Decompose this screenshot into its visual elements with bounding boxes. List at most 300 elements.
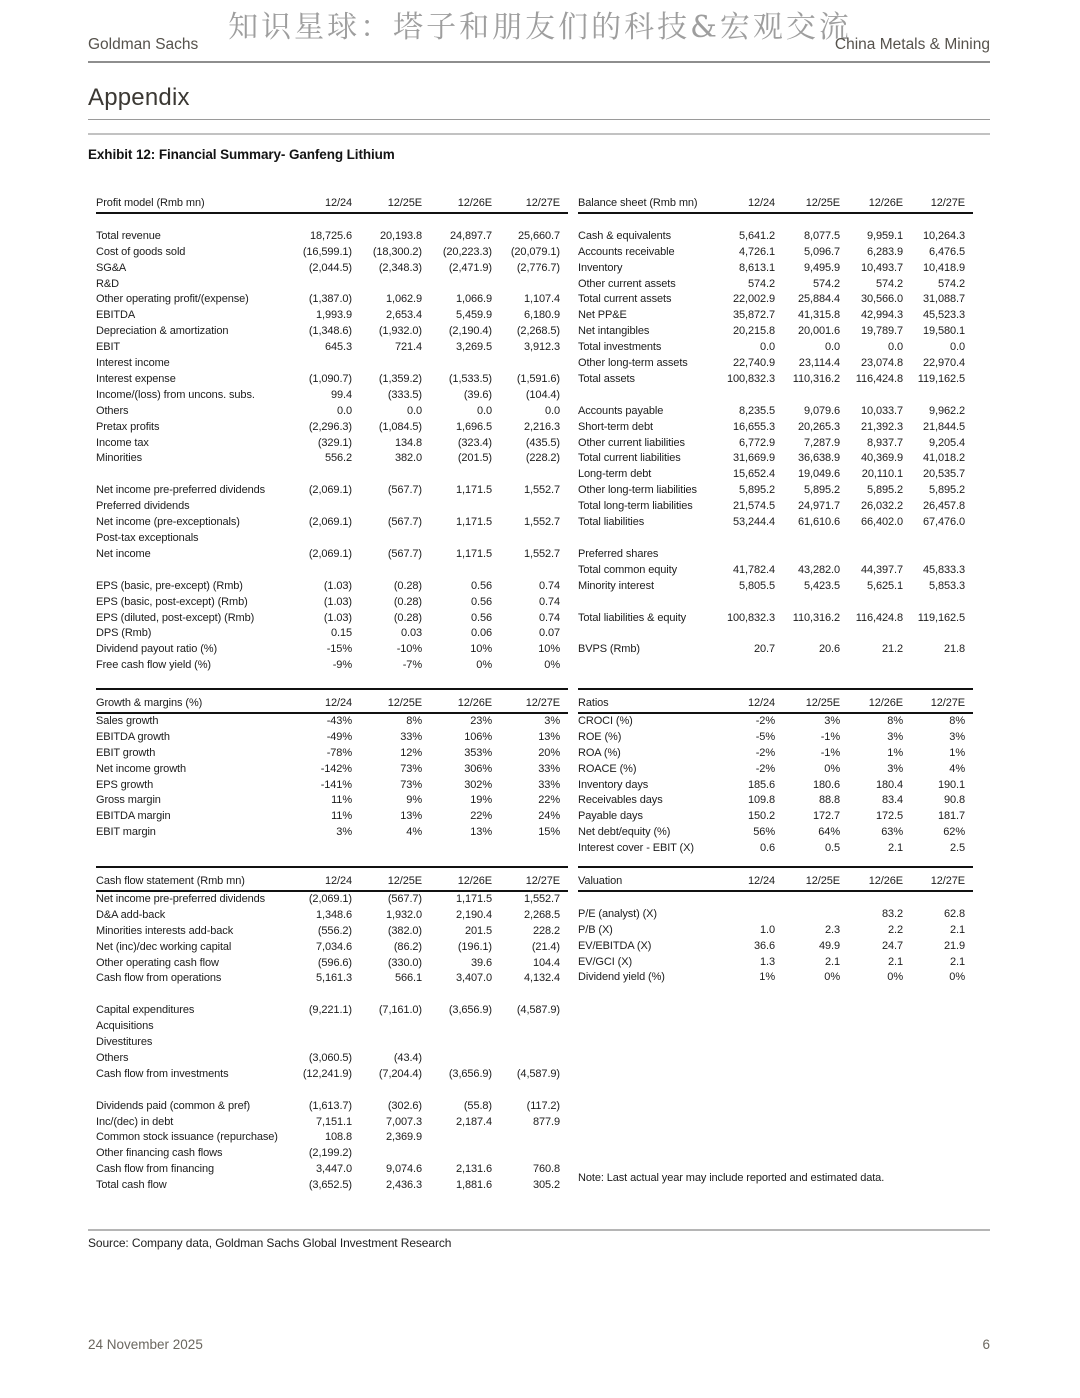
cell-value xyxy=(840,891,903,907)
row-label: Pretax profits xyxy=(96,420,160,433)
row-label: Other current assets xyxy=(578,277,676,290)
row-label xyxy=(96,1083,292,1099)
table-row xyxy=(96,762,568,778)
cell-value: 33% xyxy=(538,778,560,791)
cell-value: 382.0 xyxy=(394,452,422,465)
cell-value xyxy=(492,356,568,372)
row-label: EPS (basic, post-except) (Rmb) xyxy=(96,595,248,608)
column-header: 12/27E xyxy=(492,696,568,713)
cell-value: -142% xyxy=(320,762,352,775)
table-row xyxy=(578,229,973,245)
cell-value xyxy=(492,531,568,547)
cell-value: 5,895.2 xyxy=(738,484,775,497)
cell-value xyxy=(903,388,973,404)
cell-value: 22% xyxy=(538,794,560,807)
cell-value: (0.28) xyxy=(393,611,422,624)
cell-value: 119,162.5 xyxy=(917,611,965,624)
cell-value: 3% xyxy=(336,826,352,839)
spacer-row xyxy=(578,595,973,611)
cell-value: 150.2 xyxy=(747,810,775,823)
table-row xyxy=(96,1130,568,1146)
cell-value: 0.56 xyxy=(470,611,492,624)
cell-value: 172.7 xyxy=(812,810,840,823)
cell-value: 9,079.6 xyxy=(803,404,840,417)
cell-value: 0.56 xyxy=(470,595,492,608)
table-row xyxy=(578,713,973,730)
table-row xyxy=(578,547,973,563)
cell-value: 1,171.5 xyxy=(455,516,492,529)
row-label: ROA (%) xyxy=(578,746,621,759)
cell-value: 3,447.0 xyxy=(315,1163,352,1176)
row-label: P/E (analyst) (X) xyxy=(578,907,657,920)
column-header: 12/27E xyxy=(492,874,568,891)
table-wrap-valuation xyxy=(578,874,973,1194)
table-row xyxy=(96,404,568,420)
cell-value: (1,613.7) xyxy=(308,1099,352,1112)
cell-value xyxy=(708,531,775,547)
cell-value: 1,552.7 xyxy=(523,516,560,529)
row-label: Interest expense xyxy=(96,372,176,385)
table-row xyxy=(96,956,568,972)
row-label: Dividend yield (%) xyxy=(578,971,665,984)
cell-value: (567.7) xyxy=(387,547,422,560)
cell-value: -78% xyxy=(326,746,352,759)
masthead-divider xyxy=(88,61,990,63)
cell-value: 108.8 xyxy=(324,1131,352,1144)
cell-value: 8,077.5 xyxy=(803,229,840,242)
section-title: Balance sheet (Rmb mn) xyxy=(578,196,708,213)
cell-value: 2,190.4 xyxy=(455,908,492,921)
cell-value xyxy=(292,277,352,293)
table-row xyxy=(96,436,568,452)
row-label: EBIT xyxy=(96,341,121,354)
table-row xyxy=(578,292,973,308)
spacer-row xyxy=(96,987,568,1003)
row-label: Total liabilities xyxy=(578,516,645,529)
division-name: China Metals & Mining xyxy=(834,36,990,53)
cell-value: 134.8 xyxy=(394,436,422,449)
cell-value: 877.9 xyxy=(532,1115,560,1128)
cell-value: 5,641.2 xyxy=(738,229,775,242)
cell-value xyxy=(775,907,840,923)
cell-value xyxy=(492,1035,568,1051)
cell-value xyxy=(492,987,568,1003)
table-row xyxy=(96,1115,568,1131)
cell-value: 99.4 xyxy=(330,388,352,401)
cell-value: 83.2 xyxy=(881,907,903,920)
table-row xyxy=(96,245,568,261)
table-profit_model xyxy=(96,196,568,674)
cell-value: (2,296.3) xyxy=(308,420,352,433)
spacer-row xyxy=(578,213,973,229)
row-label xyxy=(578,891,708,907)
table-row xyxy=(96,420,568,436)
cell-value: -5% xyxy=(755,730,775,743)
cell-value: 9,959.1 xyxy=(866,229,903,242)
exhibit-divider xyxy=(88,133,990,135)
cell-value xyxy=(292,1019,352,1035)
section-title: Valuation xyxy=(578,874,708,891)
row-label: Other long-term assets xyxy=(578,357,688,370)
cell-value: -49% xyxy=(326,730,352,743)
cell-value: 20,215.8 xyxy=(732,325,775,338)
row-label: Other operating cash flow xyxy=(96,956,219,969)
cell-value: 83.4 xyxy=(881,794,903,807)
cell-value: 9,205.4 xyxy=(928,436,965,449)
cell-value: 119,162.5 xyxy=(917,372,965,385)
cell-value: 0.74 xyxy=(538,595,560,608)
table-row xyxy=(578,730,973,746)
table-row xyxy=(578,420,973,436)
cell-value xyxy=(292,356,352,372)
brand-name: Goldman Sachs xyxy=(88,36,199,53)
cell-value: 1,107.4 xyxy=(523,293,560,306)
cell-value xyxy=(903,547,973,563)
spacer-row xyxy=(96,213,568,229)
cell-value: (104.4) xyxy=(525,388,560,401)
cell-value: 3,269.5 xyxy=(455,341,492,354)
cell-value: 3,407.0 xyxy=(455,972,492,985)
cell-value: (302.6) xyxy=(387,1099,422,1112)
cell-value: 13% xyxy=(538,730,560,743)
cell-value: -2% xyxy=(755,762,775,775)
cell-value: 67,476.0 xyxy=(922,516,965,529)
table-row xyxy=(578,436,973,452)
cell-value: (1.03) xyxy=(323,579,352,592)
row-label: EBIT margin xyxy=(96,826,156,839)
row-label: Common stock issuance (repurchase) xyxy=(96,1131,278,1144)
cell-value: 22,740.9 xyxy=(732,357,775,370)
cell-value: 13% xyxy=(400,810,422,823)
cell-value: (333.5) xyxy=(387,388,422,401)
row-label: EBITDA xyxy=(96,309,136,322)
cell-value: 19,049.6 xyxy=(797,468,840,481)
cell-value: (2,471.9) xyxy=(448,261,492,274)
cell-value: 21.9 xyxy=(943,939,965,952)
cell-value: (2,190.4) xyxy=(448,325,492,338)
cell-value xyxy=(352,531,422,547)
row-label: DPS (Rmb) xyxy=(96,627,152,640)
cell-value: 6,180.9 xyxy=(523,309,560,322)
cell-value: 5,096.7 xyxy=(803,245,840,258)
cell-value xyxy=(840,388,903,404)
cell-value: 8% xyxy=(887,714,903,727)
cell-value: 180.4 xyxy=(875,778,903,791)
cell-value: (1,084.5) xyxy=(378,420,422,433)
table-row xyxy=(96,483,568,499)
row-label: Capital expenditures xyxy=(96,1004,195,1017)
cell-value xyxy=(422,563,492,579)
table-row xyxy=(578,499,973,515)
cell-value xyxy=(492,1051,568,1067)
table-row xyxy=(578,825,973,841)
cell-value: -141% xyxy=(320,778,352,791)
table-row xyxy=(578,970,973,986)
row-label: Others xyxy=(96,404,129,417)
column-header: 12/25E xyxy=(775,874,840,891)
cell-value: 0.07 xyxy=(538,627,560,640)
cell-value: 20,265.3 xyxy=(797,420,840,433)
cell-value: (2,069.1) xyxy=(308,484,352,497)
cell-value: 306% xyxy=(464,762,492,775)
row-label: Divestitures xyxy=(96,1036,153,1049)
cell-value: 2.5 xyxy=(950,842,965,855)
cell-value: 8,937.7 xyxy=(866,436,903,449)
column-header: 12/24 xyxy=(292,196,352,213)
table-row xyxy=(578,277,973,293)
row-label xyxy=(96,467,292,483)
row-label: Cash & equivalents xyxy=(578,229,671,242)
cell-value: (596.6) xyxy=(317,956,352,969)
table-row xyxy=(578,324,973,340)
cell-value: -43% xyxy=(326,714,352,727)
cell-value: 0.0 xyxy=(760,341,775,354)
cell-value xyxy=(708,626,775,642)
row-label: Inc/(dec) in debt xyxy=(96,1115,174,1128)
page-number: 6 xyxy=(982,1337,990,1352)
table-row xyxy=(96,1019,568,1035)
cell-value: 13% xyxy=(470,826,492,839)
table-row xyxy=(96,451,568,467)
row-label: ROE (%) xyxy=(578,730,622,743)
table-wrap-profit_model xyxy=(96,196,568,690)
cell-value: 4% xyxy=(406,826,422,839)
cell-value: 5,459.9 xyxy=(455,309,492,322)
header-row xyxy=(578,874,973,891)
row-label xyxy=(578,388,708,404)
cell-value: 22,002.9 xyxy=(732,293,775,306)
cell-value xyxy=(292,1035,352,1051)
cell-value: 66,402.0 xyxy=(860,516,903,529)
table-row xyxy=(96,595,568,611)
cell-value: 574.2 xyxy=(875,277,903,290)
cell-value: (3,656.9) xyxy=(448,1067,492,1080)
cell-value: 109.8 xyxy=(747,794,775,807)
cell-value: (323.4) xyxy=(457,436,492,449)
cell-value: 21,844.5 xyxy=(922,420,965,433)
cell-value xyxy=(840,547,903,563)
table-row xyxy=(96,1003,568,1019)
cell-value: 90.8 xyxy=(943,794,965,807)
cell-value: 1,993.9 xyxy=(315,309,352,322)
row-label: Minorities interests add-back xyxy=(96,924,234,937)
cell-value: 574.2 xyxy=(747,277,775,290)
cell-value: (55.8) xyxy=(463,1099,492,1112)
cell-value: (3,060.5) xyxy=(308,1051,352,1064)
row-label: Total current liabilities xyxy=(578,452,681,465)
row-label: Total revenue xyxy=(96,229,161,242)
cell-value xyxy=(492,563,568,579)
table-row xyxy=(578,611,973,627)
cell-value: 2,369.9 xyxy=(385,1131,422,1144)
cell-value: 116,424.8 xyxy=(855,372,903,385)
cell-value xyxy=(775,547,840,563)
cell-value: (4,587.9) xyxy=(516,1004,560,1017)
row-label: Minority interest xyxy=(578,579,654,592)
cell-value: (2,776.7) xyxy=(516,261,560,274)
cell-value: 1,062.9 xyxy=(385,293,422,306)
exhibit-note: Note: Last actual year may include reported and estimated data. xyxy=(578,1172,885,1184)
cell-value: 1% xyxy=(949,746,965,759)
cell-value: 0.0 xyxy=(950,341,965,354)
table-band-3 xyxy=(96,874,973,1194)
row-label: Preferred dividends xyxy=(96,500,190,513)
cell-value: (86.2) xyxy=(393,940,422,953)
cell-value: 6,283.9 xyxy=(866,245,903,258)
cell-value xyxy=(352,499,422,515)
cell-value: (2,044.5) xyxy=(308,261,352,274)
cell-value: 3,912.3 xyxy=(523,341,560,354)
table-row xyxy=(96,372,568,388)
cell-value: (1,359.2) xyxy=(378,372,422,385)
section-title: Cash flow statement (Rmb mn) xyxy=(96,874,292,891)
cell-value xyxy=(292,1083,352,1099)
cell-value: 25,660.7 xyxy=(517,229,560,242)
cell-value xyxy=(840,213,903,229)
cell-value: 2,131.6 xyxy=(455,1163,492,1176)
column-header: 12/24 xyxy=(708,874,775,891)
row-label: Interest cover - EBIT (X) xyxy=(578,842,694,855)
cell-value xyxy=(422,1019,492,1035)
row-label: Preferred shares xyxy=(578,547,659,560)
cell-value: 36,638.9 xyxy=(797,452,840,465)
row-label: Net income pre-preferred dividends xyxy=(96,484,266,497)
cell-value: 61,610.6 xyxy=(797,516,840,529)
page-footer xyxy=(88,1337,990,1352)
cell-value: 15,652.4 xyxy=(732,468,775,481)
cell-value xyxy=(775,626,840,642)
column-header: 12/25E xyxy=(352,874,422,891)
cell-value: 7,287.9 xyxy=(803,436,840,449)
table-row xyxy=(96,1099,568,1115)
cell-value: 2.1 xyxy=(825,955,840,968)
cell-value xyxy=(352,563,422,579)
row-label xyxy=(578,213,708,229)
cell-value xyxy=(422,1083,492,1099)
table-row xyxy=(578,404,973,420)
table-row xyxy=(96,746,568,762)
row-label: Short-term debt xyxy=(578,420,653,433)
table-valuation xyxy=(578,874,973,986)
row-label: Other long-term liabilities xyxy=(578,484,697,497)
cell-value: 73% xyxy=(400,762,422,775)
cell-value: 574.2 xyxy=(812,277,840,290)
section-title: Growth & margins (%) xyxy=(96,696,292,713)
cell-value: (567.7) xyxy=(387,484,422,497)
cell-value: (43.4) xyxy=(393,1051,422,1064)
cell-value: 1,348.6 xyxy=(315,908,352,921)
cell-value: (556.2) xyxy=(317,924,352,937)
cell-value: 5,423.5 xyxy=(803,579,840,592)
table-row xyxy=(578,483,973,499)
cell-value: 0.0 xyxy=(545,404,560,417)
cell-value: -2% xyxy=(755,714,775,727)
cell-value: 23% xyxy=(470,714,492,727)
cell-value: 1,552.7 xyxy=(523,892,560,905)
row-label: Dividends paid (common & pref) xyxy=(96,1099,251,1112)
cell-value: (0.28) xyxy=(393,579,422,592)
table-row xyxy=(96,277,568,293)
row-label: EBITDA margin xyxy=(96,810,171,823)
column-header: 12/26E xyxy=(840,196,903,213)
cell-value: 0.0 xyxy=(825,341,840,354)
cell-value: 5,625.1 xyxy=(866,579,903,592)
column-header: 12/25E xyxy=(775,196,840,213)
cell-value: (201.5) xyxy=(457,452,492,465)
row-label: Other operating profit/(expense) xyxy=(96,293,249,306)
row-label xyxy=(96,213,292,229)
table-row xyxy=(96,809,568,825)
cell-value xyxy=(292,563,352,579)
cell-value: 760.8 xyxy=(532,1163,560,1176)
source-divider xyxy=(88,1229,990,1231)
cell-value: (9,221.1) xyxy=(308,1004,352,1017)
column-header: 12/26E xyxy=(422,696,492,713)
cell-value: 22,970.4 xyxy=(922,357,965,370)
cell-value: -1% xyxy=(820,730,840,743)
cell-value xyxy=(352,1035,422,1051)
cell-value xyxy=(775,595,840,611)
column-header: 12/26E xyxy=(422,874,492,891)
cell-value xyxy=(708,213,775,229)
row-label: CROCI (%) xyxy=(578,714,633,727)
table-row xyxy=(96,891,568,908)
cell-value: (117.2) xyxy=(526,1099,560,1112)
row-label: Others xyxy=(96,1051,129,1064)
row-label: Net income growth xyxy=(96,762,187,775)
cell-value: 3% xyxy=(887,730,903,743)
cell-value: 9,074.6 xyxy=(385,1163,422,1176)
row-label: Total assets xyxy=(578,372,635,385)
cell-value: -9% xyxy=(332,659,352,672)
cell-value: 20,193.8 xyxy=(379,229,422,242)
spacer-row xyxy=(578,388,973,404)
cell-value: (1,932.0) xyxy=(378,325,422,338)
table-row xyxy=(578,245,973,261)
cell-value xyxy=(492,1130,568,1146)
cell-value: 302% xyxy=(464,778,492,791)
table-row xyxy=(578,762,973,778)
table-row xyxy=(96,292,568,308)
header-row xyxy=(96,696,568,713)
cell-value: (2,069.1) xyxy=(308,516,352,529)
table-row xyxy=(96,324,568,340)
cell-value: (4,587.9) xyxy=(516,1067,560,1080)
table-row xyxy=(578,340,973,356)
cell-value: 1% xyxy=(887,746,903,759)
column-header: 12/26E xyxy=(422,196,492,213)
header-row xyxy=(578,696,973,713)
source-line: Source: Company data, Goldman Sachs Global Investment Research xyxy=(88,1236,452,1250)
cell-value: 185.6 xyxy=(747,778,775,791)
cell-value: 0.0 xyxy=(477,404,492,417)
cell-value: (196.1) xyxy=(457,940,492,953)
cell-value: 0.03 xyxy=(400,627,422,640)
cell-value xyxy=(422,987,492,1003)
cell-value: 15% xyxy=(538,826,560,839)
cell-value xyxy=(352,213,422,229)
table-row xyxy=(96,388,568,404)
cell-value: 5,853.3 xyxy=(928,579,965,592)
cell-value: 5,805.5 xyxy=(738,579,775,592)
cell-value xyxy=(840,531,903,547)
cell-value: 56% xyxy=(753,826,775,839)
table-row xyxy=(96,658,568,674)
cell-value: 24,971.7 xyxy=(797,500,840,513)
row-label: EBIT growth xyxy=(96,746,156,759)
table-row xyxy=(96,340,568,356)
row-label: Depreciation & amortization xyxy=(96,325,229,338)
